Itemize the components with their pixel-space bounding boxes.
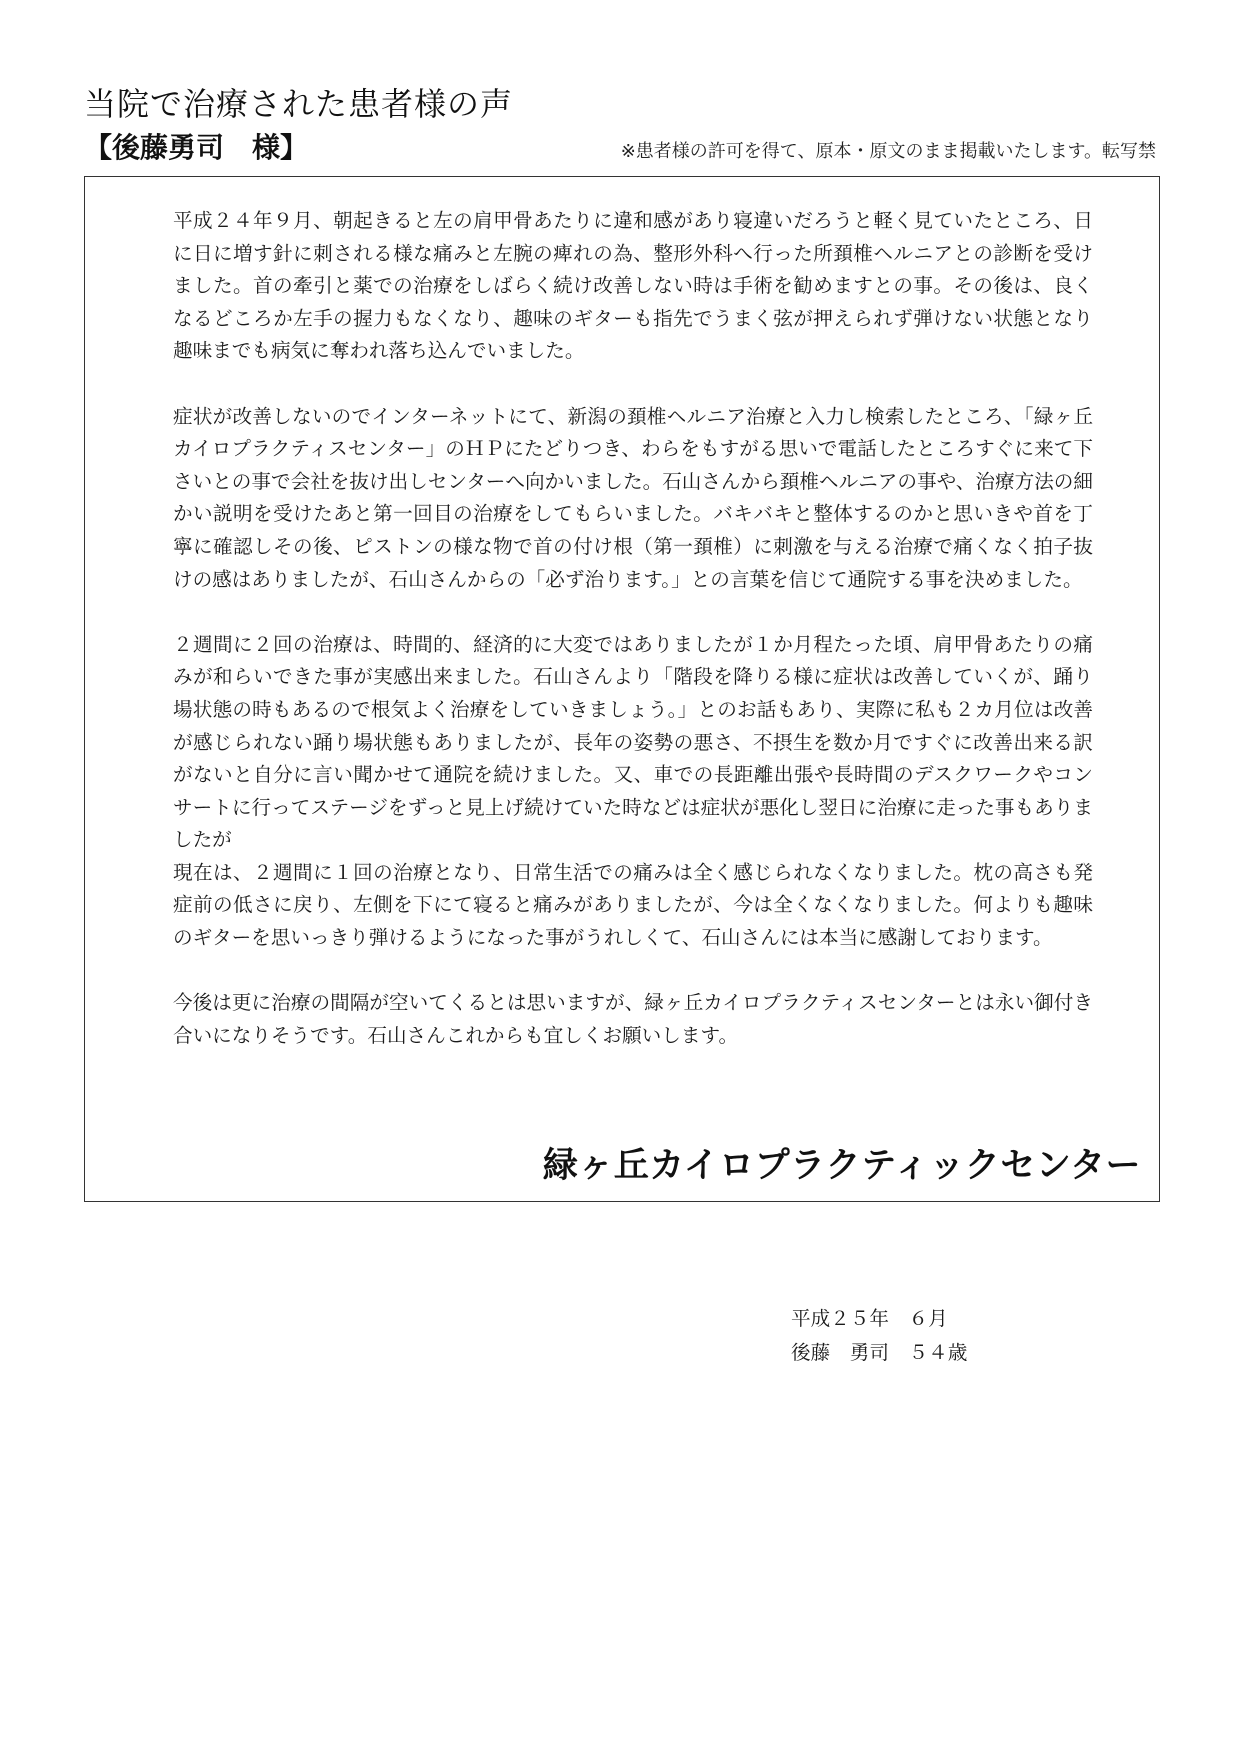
- testimonial-paragraph-1: 平成２４年９月、朝起きると左の肩甲骨あたりに違和感があり寝違いだろうと軽く見ていたところ、日に日に増す針に刺される様な痛みと左腕の痺れの為、整形外科へ行った所頚椎ヘルニアとの診断を受けました。首の牽引と薬での治療をしばらく続け改善しない時は手術を勧めますとの事。その後は、良くなるどころか左手の握力もなくなり、趣味のギターも指先でうまく弦が押えられず弾けない状態となり趣味までも病気に奪われ落ち込んでいました。: [173, 209, 1093, 363]
- page-title: 当院で治療された患者様の声: [84, 85, 514, 123]
- testimonial-body: [173, 205, 1093, 1085]
- page-header: [84, 84, 1164, 170]
- testimonial-paragraph-5: 今後は更に治療の間隔が空いてくるとは思いますが、緑ヶ丘カイロプラクティスセンターとは永い御付き合いになりそうです。石山さんこれからも宜しくお願いします。: [173, 991, 1093, 1047]
- patient-signature: 後藤 勇司 ５４歳: [791, 1341, 968, 1364]
- permission-note: ※患者様の許可を得て、原本・原文のまま掲載いたします。転写禁: [620, 141, 1156, 162]
- testimonial-paragraph-4: 現在は、２週間に１回の治療となり、日常生活での痛みは全く感じられなくなりました。枕の高さも発症前の低さに戻り、左側を下にて寝ると痛みがありましたが、今は全くなくなりました。何よりも趣味のギターを思いっきり弾けるようになった事がうれしくて、石山さんには本当に感謝しております。: [173, 860, 1093, 950]
- clinic-name: 緑ヶ丘カイロプラクティックセンター: [542, 1146, 1141, 1186]
- signature-block: [791, 1302, 967, 1370]
- letter-date: 平成２５年 ６月: [791, 1307, 948, 1330]
- testimonial-paragraph-3: ２週間に２回の治療は、時間的、経済的に大変ではありましたが１か月程たった頃、肩甲骨あたりの痛みが和らいできた事が実感出来ました。石山さんより「階段を降りる様に症状は改善していくが、踊り場状態の時もあるので根気よく治療をしていきましょう。」とのお話もあり、実際に私も２カ月位は改善が感じられない踊り場状態もありましたが、長年の姿勢の悪さ、不摂生を数か月ですぐに改善出来る訳がないと自分に言い聞かせて通院を続けました。又、車での長距離出張や長時間のデスクワークやコンサートに行ってステージをずっと見上げ続けていた時などは症状が悪化し翌日に治療に走った事もありましたが: [173, 632, 1093, 852]
- patient-name: 【後藤勇司 様】: [84, 131, 309, 164]
- subheader: [84, 128, 1164, 170]
- testimonial-box: [84, 176, 1160, 1364]
- testimonial-paragraph-2: 症状が改善しないのでインターネットにて、新潟の頚椎ヘルニア治療と入力し検索したところ、「緑ヶ丘カイロプラクティスセンター」のＨＰにたどりつき、わらをもすがる思いで電話したところすぐに来て下さいとの事で会社を抜け出しセンターへ向かいました。石山さんから頚椎ヘルニアの事や、治療方法の細かい説明を受けたあと第一回目の治療をしてもらいました。バキバキと整体するのかと思いきや首を丁寧に確認しその後、ピストンの様な物で首の付け根（第一頚椎）に刺激を与える治療で痛くなく拍子抜けの感はありましたが、石山さんからの「必ず治ります。」との言葉を信じて通院する事を決めました。: [173, 404, 1093, 591]
